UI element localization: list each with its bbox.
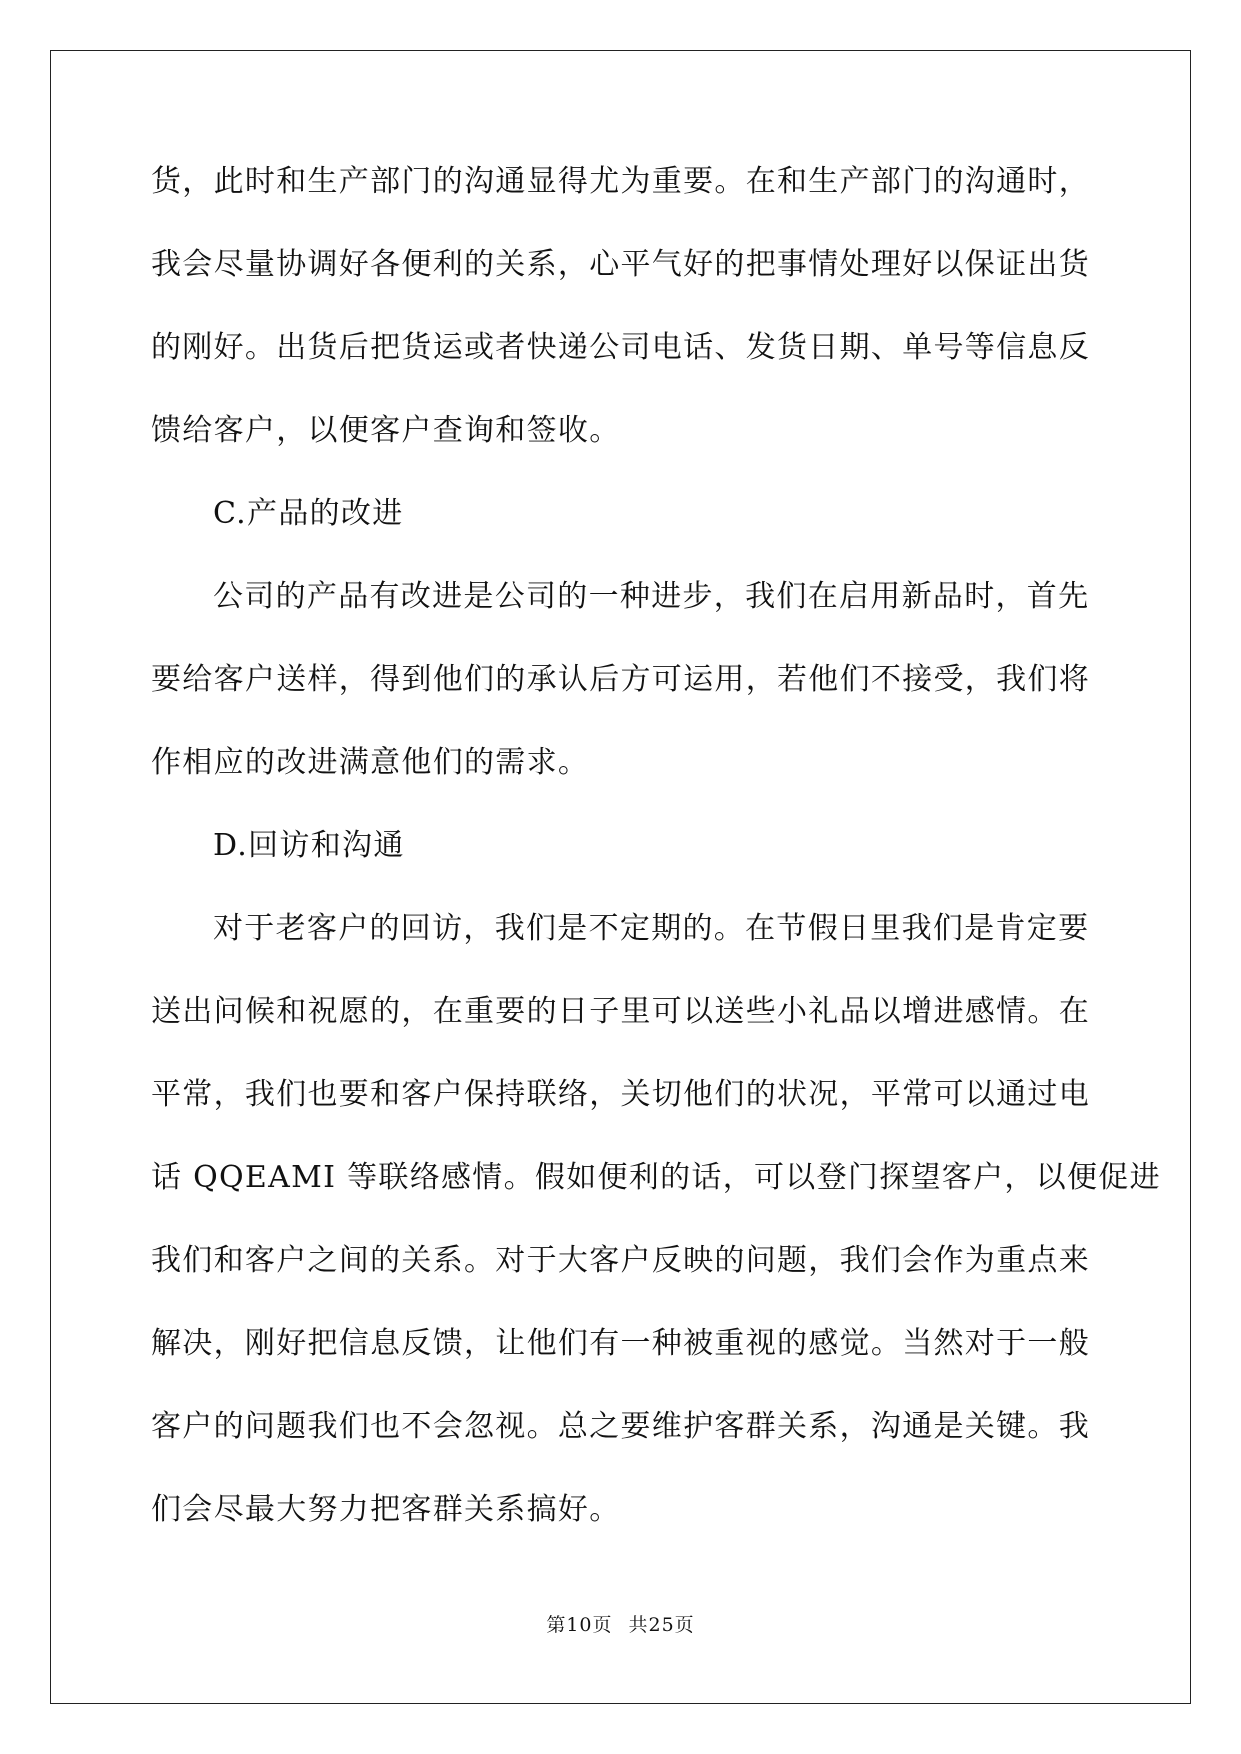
- page-border: [50, 50, 1191, 1704]
- paragraph-line: 货，此时和生产部门的沟通显得尤为重要。在和生产部门的沟通时，: [151, 164, 1090, 199]
- paragraph-line: 要给客户送样，得到他们的承认后方可运用，若他们不接受，我们将: [151, 662, 1090, 697]
- paragraph-line: 们会尽最大努力把客群关系搞好。: [151, 1492, 621, 1527]
- page-footer: [0, 1610, 1241, 1637]
- paragraph-line: 作相应的改进满意他们的需求。: [151, 745, 590, 780]
- paragraph-line: 的刚好。出货后把货运或者快递公司电话、发货日期、单号等信息反: [151, 330, 1090, 365]
- paragraph-line: 客户的问题我们也不会忽视。总之要维护客群关系，沟通是关键。我: [151, 1409, 1090, 1444]
- page-number: 第10页: [546, 1614, 613, 1636]
- paragraph-line: 公司的产品有改进是公司的一种进步，我们在启用新品时，首先: [213, 579, 1090, 614]
- paragraph-line: 平常，我们也要和客户保持联络，关切他们的状况，平常可以通过电: [151, 1077, 1090, 1112]
- paragraph-line: 解决，刚好把信息反馈，让他们有一种被重视的感觉。当然对于一般: [151, 1326, 1090, 1361]
- paragraph-line: 话 QQEAMI 等联络感情。假如便利的话，可以登门探望客户，以便促进: [151, 1160, 1161, 1195]
- paragraph-line: 馈给客户，以便客户查询和签收。: [151, 413, 621, 448]
- paragraph-line: 送出问候和祝愿的，在重要的日子里可以送些小礼品以增进感情。在: [151, 994, 1090, 1029]
- paragraph-line: 我们和客户之间的关系。对于大客户反映的问题，我们会作为重点来: [151, 1243, 1090, 1278]
- paragraph-line: 对于老客户的回访，我们是不定期的。在节假日里我们是肯定要: [213, 911, 1090, 946]
- section-heading: C.产品的改进: [213, 496, 404, 531]
- page-total: 共25页: [628, 1614, 695, 1636]
- paragraph-line: 我会尽量协调好各便利的关系，心平气好的把事情处理好以保证出货: [151, 247, 1090, 282]
- section-heading: D.回访和沟通: [213, 828, 405, 863]
